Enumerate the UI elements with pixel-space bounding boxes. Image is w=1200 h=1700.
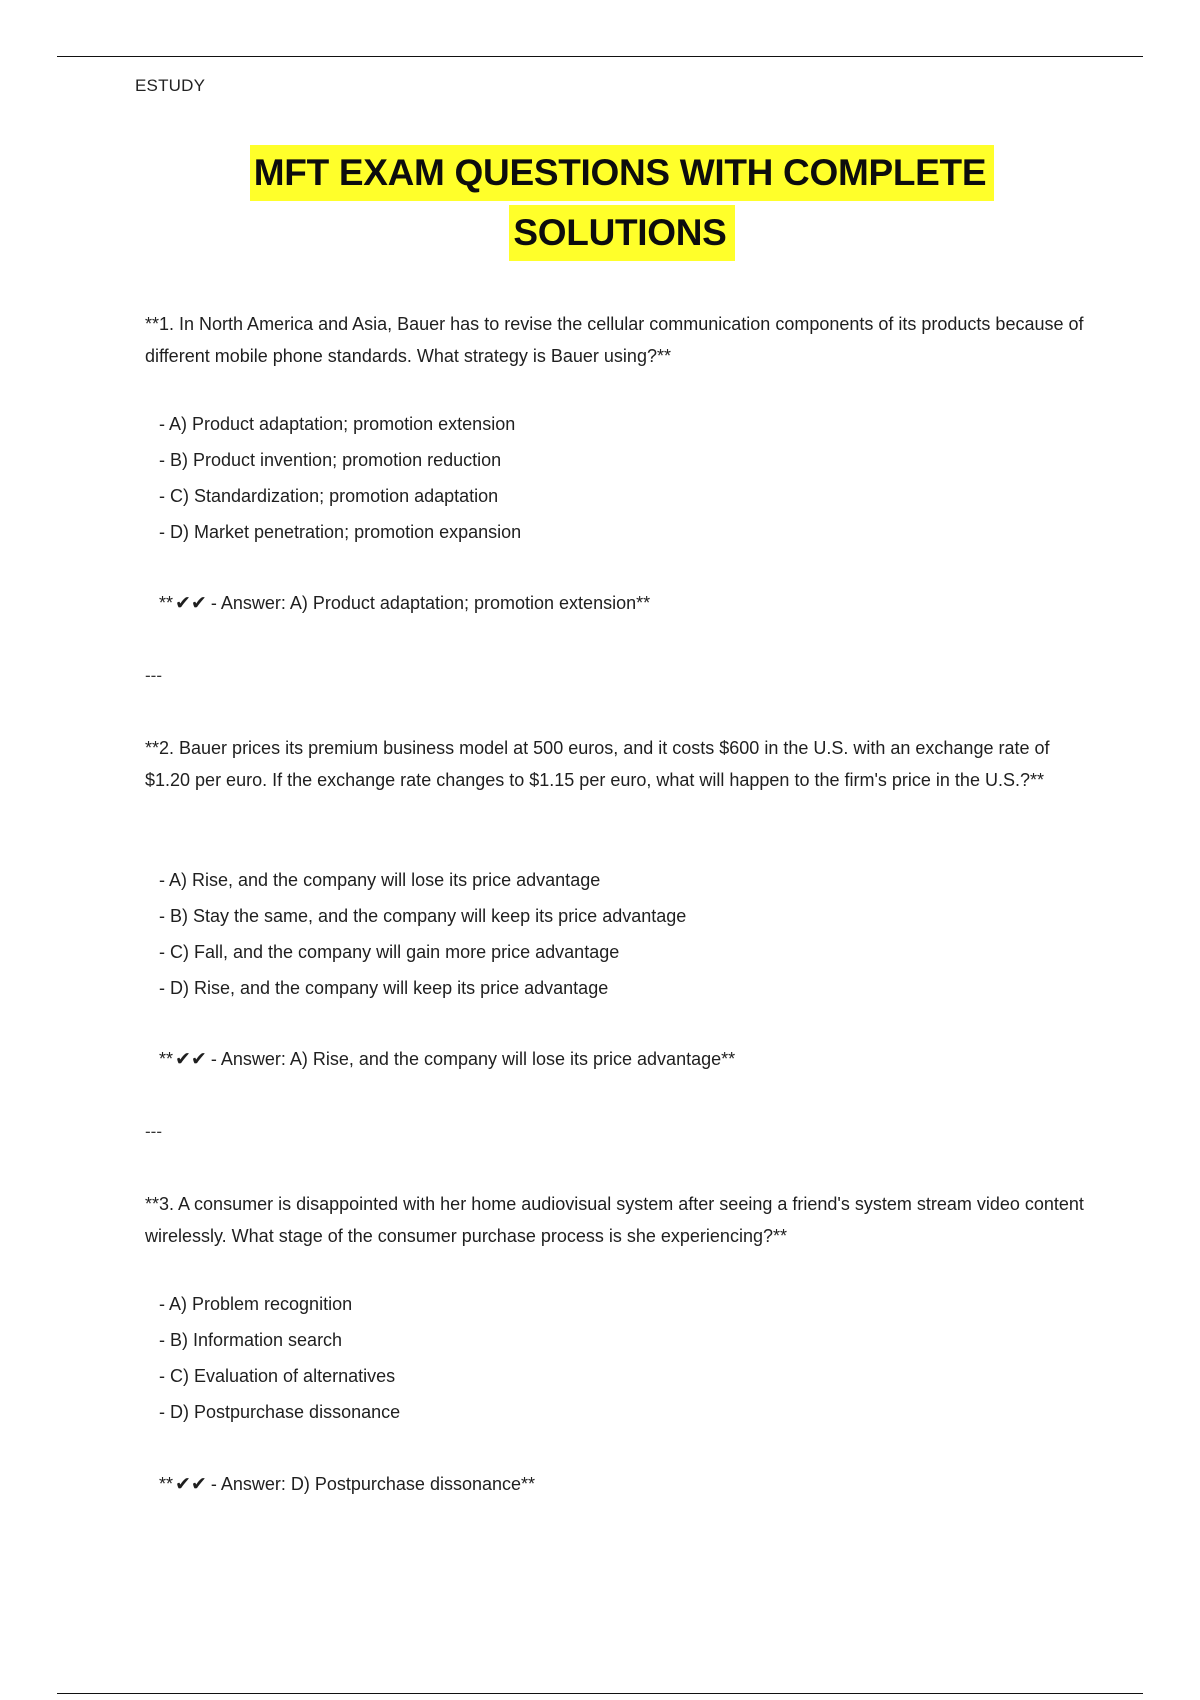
separator: ---: [145, 666, 162, 685]
answer-prefix: **: [159, 593, 174, 613]
question-1-options: [159, 409, 521, 553]
header-rule: [57, 56, 1143, 57]
option-c: - C) Fall, and the company will gain more price advantage: [159, 942, 620, 962]
title-line-1: MFT EXAM QUESTIONS WITH COMPLETE: [250, 145, 994, 201]
question-1-text: **1. In North America and Asia, Bauer has to revise the cellular communication components of its products because of different mobile phone standards. What strategy is Bauer using?**: [145, 314, 1084, 366]
question-2-text: **2. Bauer prices its premium business model at 500 euros, and it costs $600 in the U.S. with an exchange rate of $1.20 per euro. If the exchange rate changes to $1.15 per euro, what will happen to the firm's price in the U.S.?**: [145, 738, 1050, 790]
option-a: - A) Problem recognition: [159, 1294, 353, 1314]
question-3-options: [159, 1289, 400, 1433]
page-title: [0, 145, 1200, 261]
answer-text: - Answer: D) Postpurchase dissonance**: [210, 1474, 536, 1494]
question-3-answer: [159, 1473, 535, 1496]
question-3-text: **3. A consumer is disappointed with her home audiovisual system after seeing a friend's system stream video content wirelessly. What stage of the consumer purchase process is she experiencing?**: [145, 1194, 1084, 1246]
double-check-icon: ✔✔: [175, 1474, 207, 1495]
answer-text: - Answer: A) Rise, and the company will lose its price advantage**: [210, 1049, 736, 1069]
option-b: - B) Information search: [159, 1330, 343, 1350]
separator: ---: [145, 1122, 162, 1141]
answer-prefix: **: [159, 1474, 174, 1494]
question-2-answer: [159, 1048, 735, 1071]
double-check-icon: ✔✔: [175, 593, 207, 614]
page-header: ESTUDY: [135, 76, 206, 95]
option-b: - B) Product invention; promotion reduction: [159, 450, 502, 470]
option-a: - A) Rise, and the company will lose its price advantage: [159, 870, 601, 890]
option-c: - C) Standardization; promotion adaptation: [159, 486, 499, 506]
option-a: - A) Product adaptation; promotion extension: [159, 414, 516, 434]
question-2-options: [159, 865, 686, 1009]
footer-rule: [57, 1693, 1143, 1694]
question-1-answer: [159, 592, 650, 615]
option-d: - D) Postpurchase dissonance: [159, 1402, 401, 1422]
double-check-icon: ✔✔: [175, 1049, 207, 1070]
answer-prefix: **: [159, 1049, 174, 1069]
title-line-2: SOLUTIONS: [509, 205, 734, 261]
option-d: - D) Rise, and the company will keep its price advantage: [159, 978, 609, 998]
option-c: - C) Evaluation of alternatives: [159, 1366, 396, 1386]
option-d: - D) Market penetration; promotion expansion: [159, 522, 522, 542]
option-b: - B) Stay the same, and the company will keep its price advantage: [159, 906, 687, 926]
answer-text: - Answer: A) Product adaptation; promotion extension**: [210, 593, 651, 613]
